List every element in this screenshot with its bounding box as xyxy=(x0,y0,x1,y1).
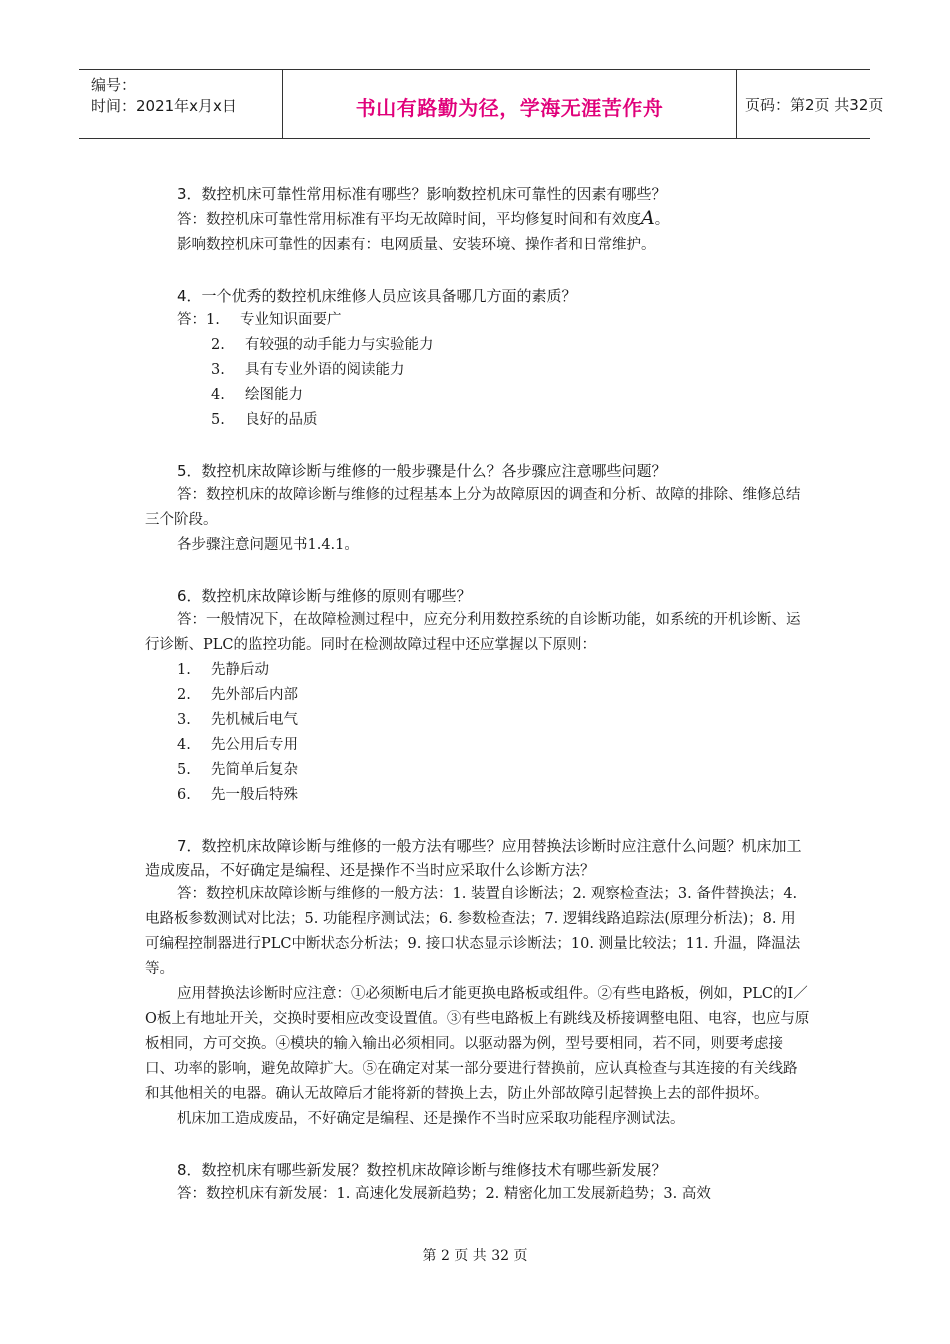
item-number: 4. xyxy=(177,737,191,753)
question-title: 7．数控机床故障诊断与维修的一般方法有哪些？应用替换法诊断时应注意什么问题？机床加工造成废品，不好确定是编程、还是操作不当时应采取什么诊断方法？ xyxy=(145,837,802,879)
question-4 xyxy=(145,284,810,433)
header-motto-cell xyxy=(282,70,737,138)
item-text: 先公用后专用 xyxy=(211,737,298,753)
answer-paragraph: 应用替换法诊断时应注意：①必须断电后才能更换电路板或组件。②有些电路板，例如，PLC的I／O板上有地址开关，交换时要相应改变设置值。③有些电路板上有跳线及桥接调整电阻、电容，也应与原板相同，方可交换。④模块的输入输出必须相同。以驱动器为例，型号要相同，若不同，则要考虑接口、功率的影响，避免故障扩大。⑤在确定对某一部分要进行替换前，应认真检查与其连接的有关线路和其他相关的电器。确认无故障后才能将新的替换上去，防止外部故障引起替换上去的部件损坏。 xyxy=(145,986,810,1102)
question-title: 3．数控机床可靠性常用标准有哪些？影响数控机床可靠性的因素有哪些？ xyxy=(177,185,667,203)
question-title: 4．一个优秀的数控机床维修人员应该具备哪几方面的素质？ xyxy=(177,287,577,305)
item-text: 具有专业外语的阅读能力 xyxy=(245,362,405,378)
list-item xyxy=(145,783,810,808)
list-item xyxy=(145,333,810,358)
list-item xyxy=(145,658,810,683)
number-label: 编号： xyxy=(91,76,137,94)
answer-paragraph: 答：数控机床故障诊断与维修的一般方法：1. 装置自诊断法；2. 观察检查法；3. 备件替换法；4. 电路板参数测试对比法；5. 功能程序测试法；6. 参数检查法；7. 逻辑线路追踪法(原理分析法)；8. 用可编程控制器进行PLC中断状态分析法；9. 接口状态显示诊断法；10. 测量比较法；11. 升温，降温法等。 xyxy=(145,886,801,977)
question-3 xyxy=(145,182,810,258)
date-label: 时间：2021年x月x日 xyxy=(91,97,237,115)
answer-paragraph: 答：一般情况下，在故障检测过程中，应充分利用数控系统的自诊断功能，如系统的开机诊断、运行诊断、PLC的监控功能。同时在检测故障过程中还应掌握以下原则： xyxy=(145,612,801,653)
answer-prefix: 答： xyxy=(177,312,206,328)
item-text: 先外部后内部 xyxy=(211,687,298,703)
question-title: 6．数控机床故障诊断与维修的原则有哪些？ xyxy=(177,587,472,605)
answer-paragraph xyxy=(145,206,810,233)
list-item xyxy=(145,758,810,783)
item-text: 专业知识面要广 xyxy=(240,312,342,328)
answer-paragraph: 答：数控机床有新发展：1. 高速化发展新趋势；2. 精密化加工发展新趋势；3. 高效 xyxy=(177,1186,711,1202)
item-number: 3. xyxy=(211,362,225,378)
answer-paragraph: 答：数控机床的故障诊断与维修的过程基本上分为故障原因的调查和分析、故障的排除、维修总结三个阶段。 xyxy=(145,487,801,528)
item-text: 先简单后复杂 xyxy=(211,762,298,778)
item-number: 5. xyxy=(177,762,191,778)
page-footer: 第 2 页 共 32 页 xyxy=(422,1248,528,1264)
header-page-cell xyxy=(735,70,884,138)
motto: 书山有路勤为径，学海无涯苦作舟 xyxy=(355,96,664,120)
list-item xyxy=(145,683,810,708)
item-text: 先静后动 xyxy=(211,662,269,678)
header-meta xyxy=(79,70,282,138)
list-item xyxy=(145,408,810,433)
question-title: 8．数控机床有哪些新发展？数控机床故障诊断与维修技术有哪些新发展？ xyxy=(177,1161,667,1179)
item-number: 6. xyxy=(177,787,191,803)
list-item xyxy=(145,358,810,383)
question-6 xyxy=(145,584,810,808)
list-item xyxy=(145,308,810,333)
page-header xyxy=(79,69,884,139)
item-number: 1. xyxy=(206,312,220,328)
page-label: 页码：第2页 共32页 xyxy=(745,96,884,114)
list-item xyxy=(145,733,810,758)
answer-end: 。 xyxy=(654,212,670,228)
item-text: 有较强的动手能力与实验能力 xyxy=(245,337,434,353)
symbol-a: A xyxy=(641,207,655,229)
question-7 xyxy=(145,834,810,1132)
answer-text: 答：数控机床可靠性常用标准有平均无故障时间，平均修复时间和有效度 xyxy=(177,212,641,228)
item-number: 2. xyxy=(211,337,225,353)
list-item xyxy=(145,708,810,733)
document-body xyxy=(145,182,810,1233)
item-number: 2. xyxy=(177,687,191,703)
answer-paragraph: 机床加工造成废品，不好确定是编程、还是操作不当时应采取功能程序测试法。 xyxy=(177,1111,685,1127)
item-text: 绘图能力 xyxy=(245,387,303,403)
item-number: 4. xyxy=(211,387,225,403)
item-text: 先一般后特殊 xyxy=(211,787,298,803)
item-number: 5. xyxy=(211,412,225,428)
answer-paragraph: 各步骤注意问题见书1.4.1。 xyxy=(177,537,359,553)
question-5 xyxy=(145,459,810,558)
question-title: 5．数控机床故障诊断与维修的一般步骤是什么？各步骤应注意哪些问题？ xyxy=(177,462,667,480)
answer-paragraph: 影响数控机床可靠性的因素有：电网质量、安装环境、操作者和日常维护。 xyxy=(177,237,656,253)
item-text: 先机械后电气 xyxy=(211,712,298,728)
item-number: 3. xyxy=(177,712,191,728)
item-number: 1. xyxy=(177,662,191,678)
item-text: 良好的品质 xyxy=(245,412,318,428)
question-8 xyxy=(145,1158,810,1207)
list-item xyxy=(145,383,810,408)
